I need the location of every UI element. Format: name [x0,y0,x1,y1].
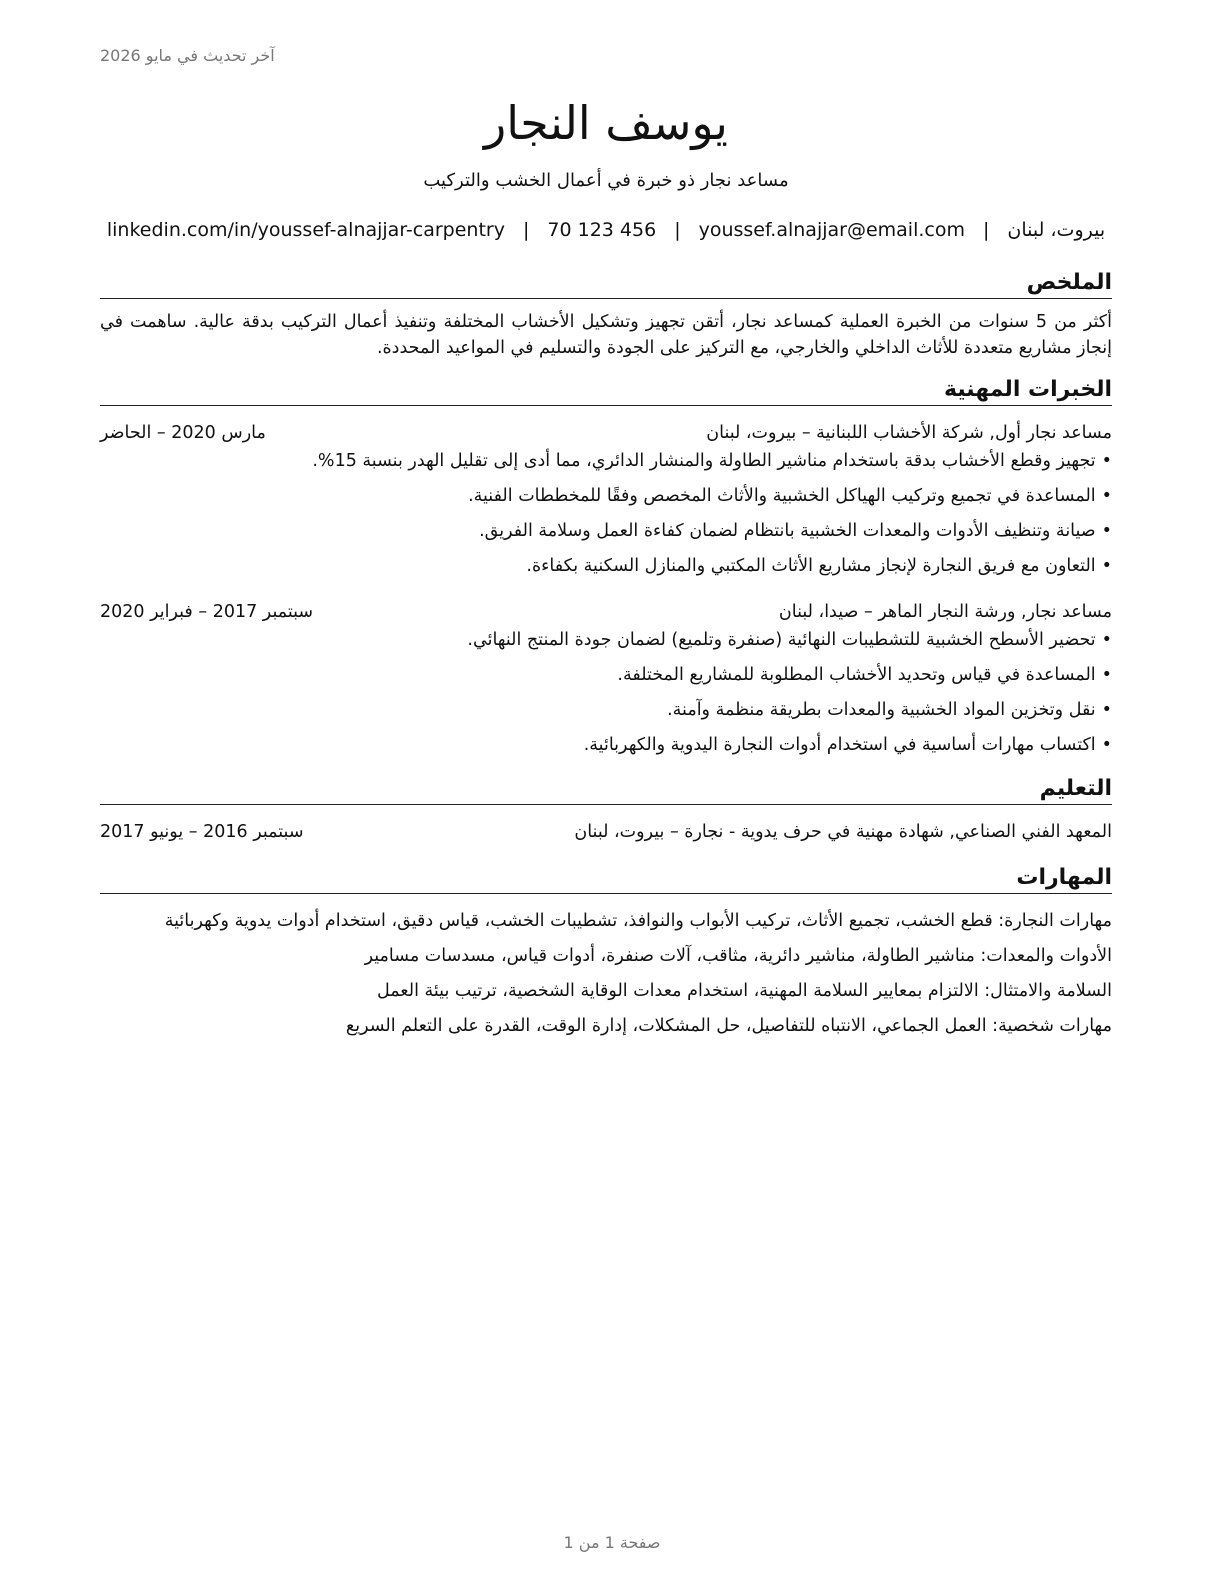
summary-text: أكثر من 5 سنوات من الخبرة العملية كمساعد نجار، أتقن تجهيز وتشكيل الأخشاب المختلفة وتنفيذ أعمال التركيب بدقة عالية. ساهمت في إنجاز مشاريع متعددة للأثاث الداخلي والخارجي، مع التركيز على الجودة والتسليم في المواعيد المحددة. [100,312,1113,358]
job-role-company: مساعد نجار أول, شركة الأخشاب اللبنانية – بيروت، لبنان [706,423,1112,443]
contact-linkedin[interactable]: linkedin.com/in/youssef-alnajjar-carpentry [106,219,505,241]
bullet-dot-icon: • [1101,700,1112,720]
bullet-item [100,448,1112,474]
skills-section [100,863,1112,1039]
summary-section [100,268,1112,361]
bullet-dot-icon: • [1101,665,1112,685]
bullet-text: المساعدة في قياس وتحديد الأخشاب المطلوبة للمشاريع المختلفة. [617,665,1096,685]
bullet-dot-icon: • [1101,521,1112,541]
education-section [100,774,1112,845]
bullet-item [100,627,1112,653]
bullet-item [100,518,1112,544]
section-title-education: التعليم [100,774,1112,805]
contact-line [100,216,1112,244]
education-dates: سبتمبر 2016 – يونيو 2017 [100,822,304,842]
bullet-dot-icon: • [1101,451,1112,471]
contact-separator: | [982,219,990,241]
job-dates: سبتمبر 2017 – فبراير 2020 [100,602,314,622]
contact-separator: | [674,219,681,241]
bullet-text: تحضير الأسطح الخشبية للتشطيبات النهائية (صنفرة وتلميع) لضمان جودة المنتج النهائي. [467,630,1096,650]
bullet-text: تجهيز وقطع الأخشاب بدقة باستخدام مناشير الطاولة والمنشار الدائري، مما أدى إلى تقليل الهدر بنسبة 15%. [312,451,1096,471]
job-role-company: مساعد نجار, ورشة النجار الماهر – صيدا، لبنان [778,602,1112,622]
contact-separator: | [522,219,530,241]
experience-section [100,375,1112,758]
job-dates: مارس 2020 – الحاضر [100,423,266,443]
job-bullets [100,627,1112,758]
education-entry [100,819,1112,845]
section-title-skills: المهارات [100,863,1112,894]
bullet-item [100,697,1112,723]
last-updated-note: آخر تحديث في مايو 2026 [100,46,275,65]
bullet-item [100,553,1112,579]
job-header [100,599,1112,625]
bullet-text: صيانة وتنظيف الأدوات والمعدات الخشبية بانتظام لضمان كفاءة العمل وسلامة الفريق. [479,521,1096,541]
bullet-item [100,732,1112,758]
resume-page [100,92,1112,1039]
skill-line: الأدوات والمعدات: مناشير الطاولة، مناشير دائرية، مثاقب، آلات صنفرة، أدوات قياس، مسدسات مسامير [364,946,1112,966]
job-header [100,420,1112,446]
job-entry [100,599,1112,758]
bullet-text: نقل وتخزين المواد الخشبية والمعدات بطريقة منظمة وآمنة. [667,700,1096,720]
contact-location: بيروت، لبنان [1007,219,1106,241]
job-entry [100,420,1112,579]
education-text: المعهد الفني الصناعي, شهادة مهنية في حرف يدوية - نجارة – بيروت، لبنان [574,822,1112,842]
section-title-summary: الملخص [100,268,1112,299]
bullet-item [100,483,1112,509]
bullet-text: التعاون مع فريق النجارة لإنجاز مشاريع الأثاث المكتبي والمنازل السكنية بكفاءة. [526,556,1096,576]
candidate-name: يوسف النجار [484,96,728,150]
bullet-dot-icon: • [1101,630,1112,650]
contact-email[interactable]: youssef.alnajjar@email.com [698,219,965,241]
contact-phone[interactable]: 70 123 456 [547,219,657,241]
bullet-dot-icon: • [1101,556,1112,576]
skill-line: مهارات النجارة: قطع الخشب، تجميع الأثاث، تركيب الأبواب والنوافذ، تشطيبات الخشب، قياس دقيق، استخدام أدوات يدوية وكهربائية [164,911,1112,931]
job-bullets [100,448,1112,579]
skill-line: السلامة والامتثال: الالتزام بمعايير السلامة المهنية، استخدام معدات الوقاية الشخصية، ترتيب بيئة العمل [376,981,1112,1001]
bullet-dot-icon: • [1101,735,1112,755]
skill-line: مهارات شخصية: العمل الجماعي، الانتباه للتفاصيل، حل المشكلات، إدارة الوقت، القدرة على التعلم السريع [345,1016,1112,1036]
candidate-headline: مساعد نجار ذو خبرة في أعمال الخشب والتركيب [423,170,789,191]
bullet-dot-icon: • [1101,486,1112,506]
section-title-experience: الخبرات المهنية [100,375,1112,406]
bullet-item [100,662,1112,688]
bullet-text: اكتساب مهارات أساسية في استخدام أدوات النجارة اليدوية والكهربائية. [583,735,1096,755]
page-number: صفحة 1 من 1 [563,1533,661,1552]
bullet-text: المساعدة في تجميع وتركيب الهياكل الخشبية والأثاث المخصص وفقًا للمخططات الفنية. [468,486,1096,506]
